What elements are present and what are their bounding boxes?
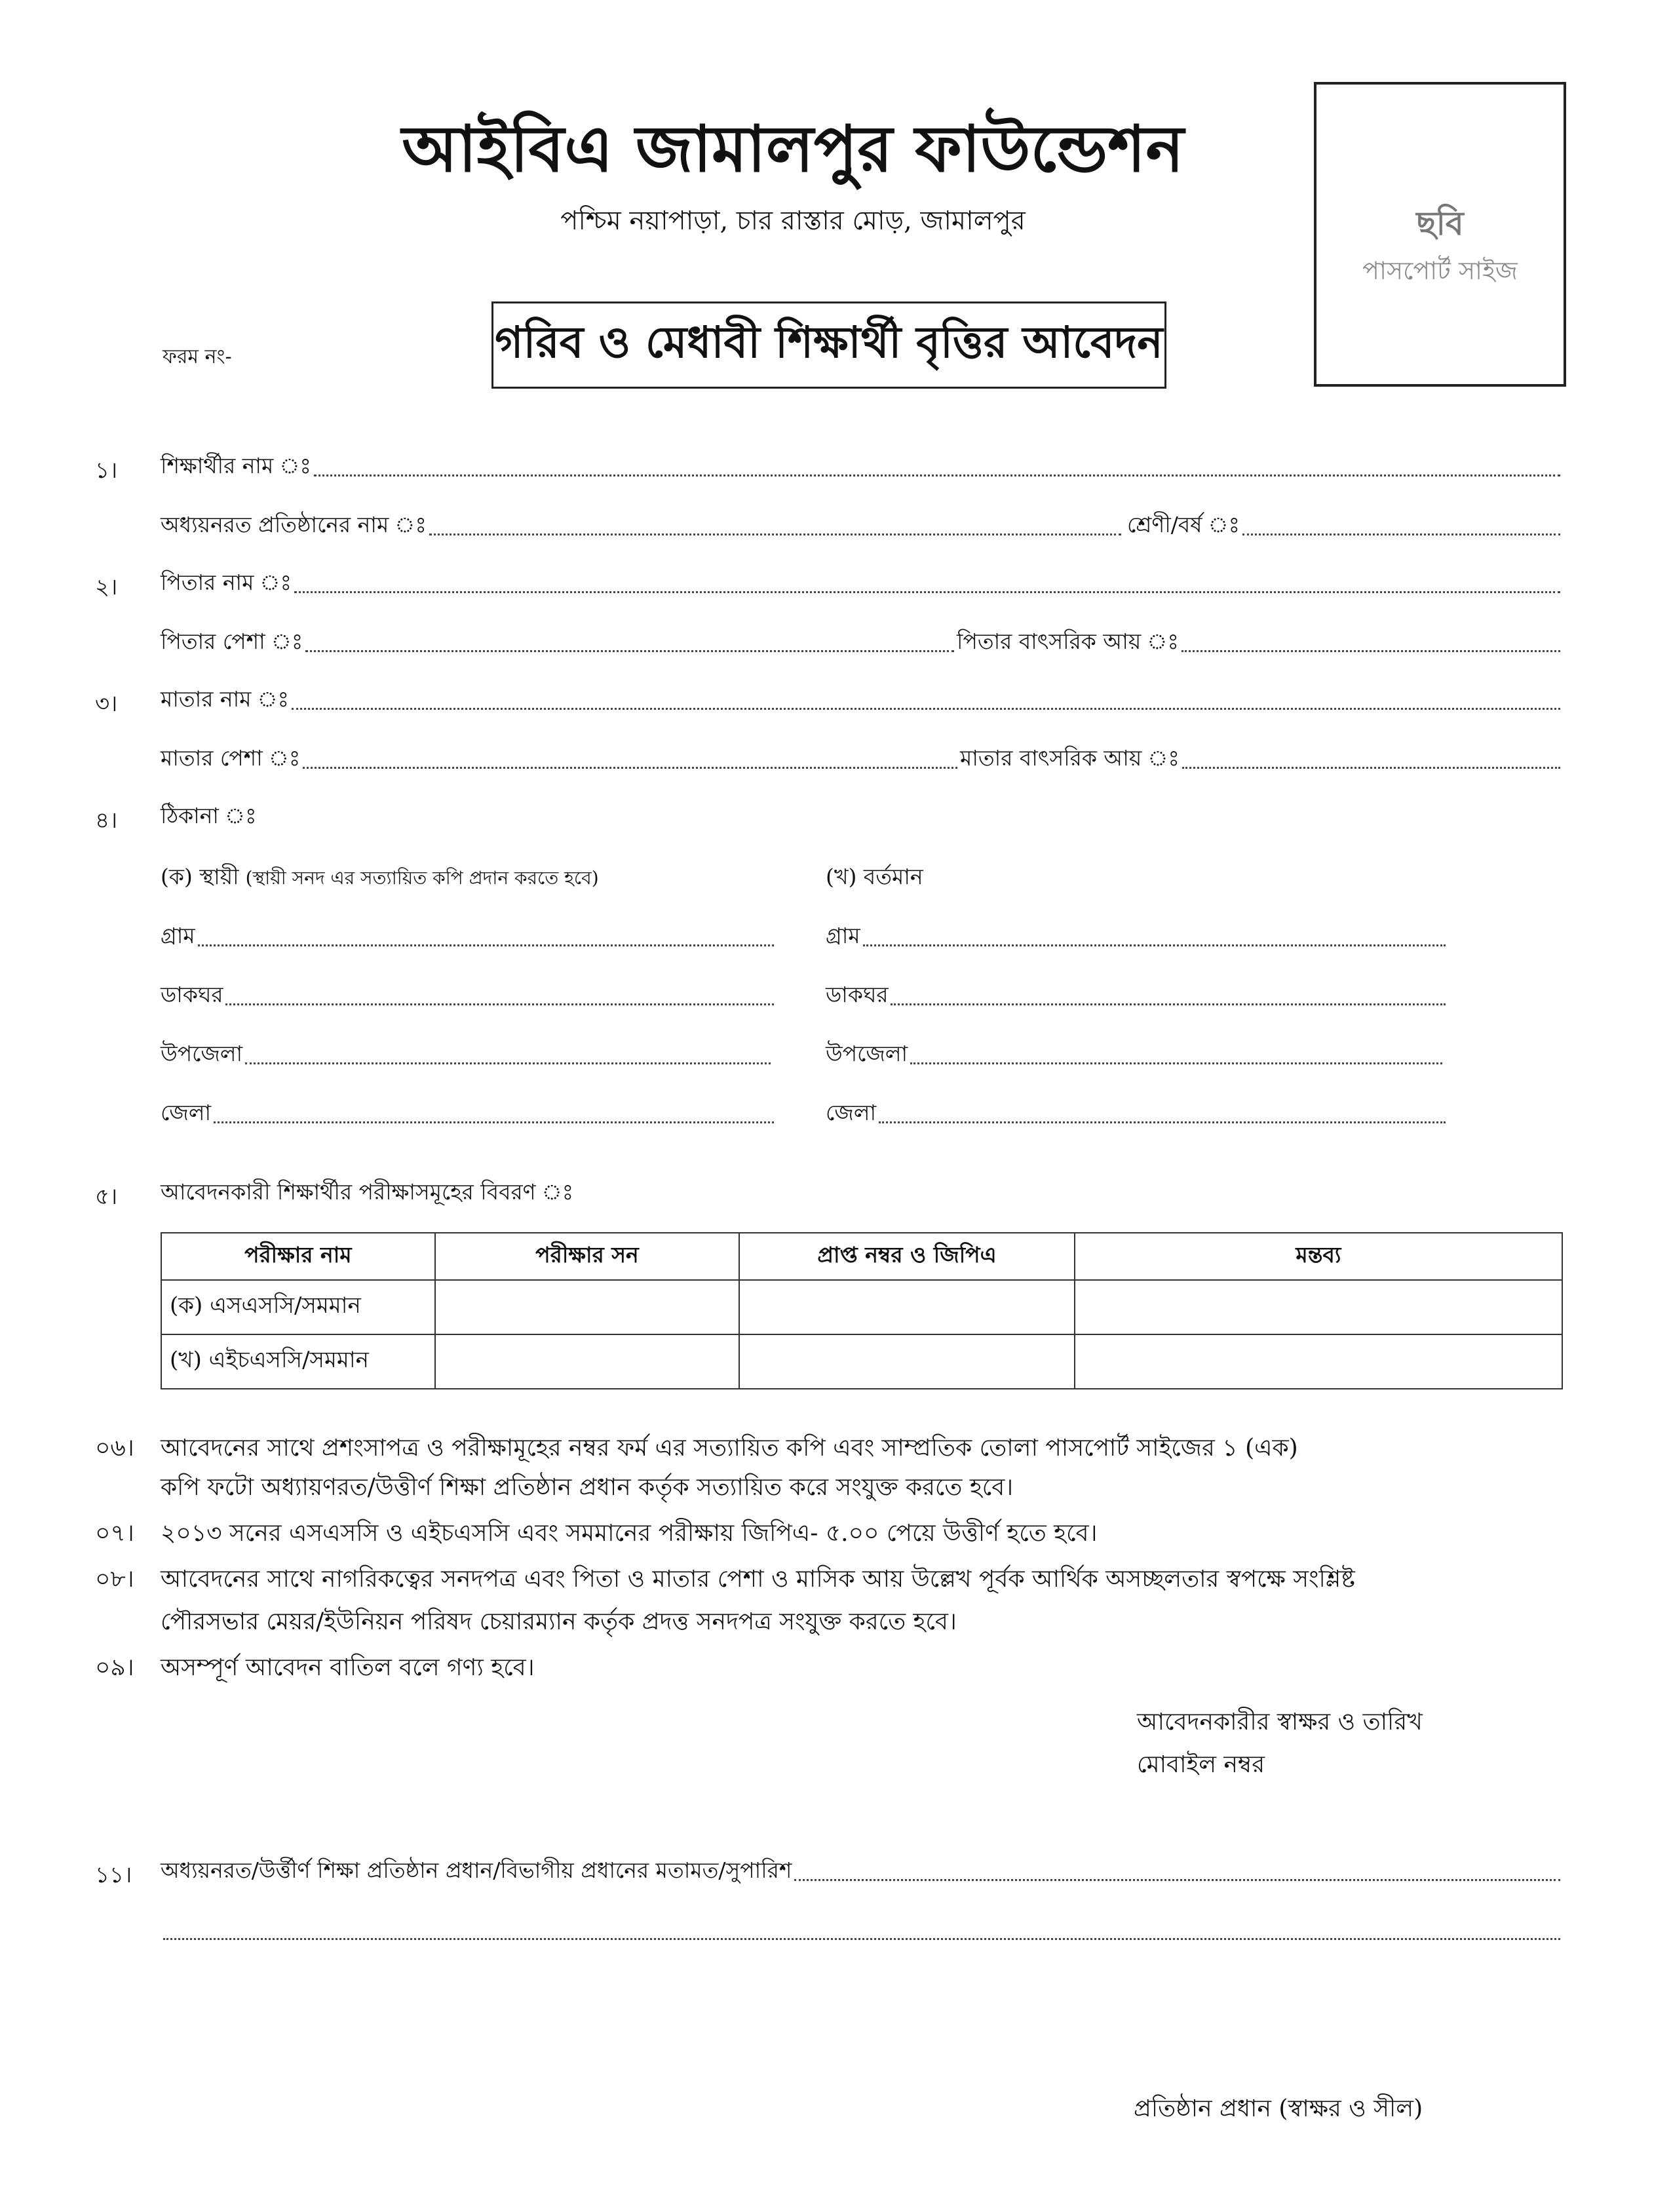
recommendation-field-line2[interactable] — [163, 1938, 1560, 1940]
mother-name-label: মাতার নাম ঃ — [161, 686, 290, 712]
exam-score-cell[interactable] — [739, 1334, 1075, 1389]
present-village-row — [826, 919, 1448, 952]
father-occupation-row — [161, 625, 957, 657]
class-year-label: শ্রেণী/বর্ষ ঃ — [1127, 512, 1240, 537]
exam-score-cell[interactable] — [739, 1280, 1075, 1334]
present-village-label: গ্রাম — [826, 923, 860, 948]
exam-name-header: পরীক্ষার নাম — [161, 1233, 435, 1280]
permanent-upazila-row — [161, 1037, 773, 1070]
exam-remarks-cell[interactable] — [1075, 1334, 1562, 1389]
permanent-district-label: জেলা — [161, 1100, 212, 1125]
note-number: ০৭। — [95, 1520, 134, 1547]
exam-details-label: আবেদনকারী শিক্ষার্থীর পরীক্ষাসমূহের বিবরণ ঃ — [161, 1179, 574, 1205]
present-village-field[interactable] — [863, 944, 1446, 946]
father-income-label: পিতার বাৎসরিক আয় ঃ — [957, 629, 1179, 654]
recommendation-row — [161, 1853, 1563, 1886]
present-district-label: জেলা — [826, 1100, 877, 1125]
exam-year-cell[interactable] — [435, 1334, 740, 1389]
present-district-row — [826, 1096, 1448, 1129]
photo-box — [1314, 82, 1566, 387]
exam-remarks-cell[interactable] — [1075, 1280, 1562, 1334]
photo-label: ছবি — [1416, 204, 1464, 243]
item-number-11: ১১। — [95, 1862, 132, 1888]
mother-income-label: মাতার বাৎসরিক আয় ঃ — [960, 745, 1180, 771]
permanent-post-row — [161, 978, 777, 1011]
mother-income-row — [960, 741, 1563, 774]
present-upazila-label: উপজেলা — [826, 1041, 908, 1066]
item-number-1: ১। — [95, 457, 118, 484]
father-name-field[interactable] — [294, 591, 1560, 593]
present-address-heading — [826, 860, 923, 893]
permanent-upazila-label: উপজেলা — [161, 1041, 243, 1066]
permanent-address-heading — [161, 860, 599, 893]
mobile-number-label: মোবাইল নম্বর — [1137, 1751, 1265, 1778]
note-text: পৌরসভার মেয়র/ইউনিয়ন পরিষদ চেয়ারম্যান কর্তৃক প্রদত্ত সনদপত্র সংযুক্ত করতে হবে। — [161, 1608, 957, 1635]
applicant-signature-label: আবেদনকারীর স্বাক্ষর ও তারিখ — [1137, 1709, 1423, 1736]
exam-remarks-header: মন্তব্য — [1075, 1233, 1562, 1280]
class-year-row — [1127, 508, 1563, 541]
mother-income-field[interactable] — [1182, 767, 1560, 769]
exam-table-header — [161, 1233, 1562, 1280]
institution-name-field[interactable] — [429, 534, 1121, 535]
note-text: আবেদনের সাথে নাগরিকত্বের সনদপত্র এবং পিতা ও মাতার পেশা ও মাসিক আয় উল্লেখ পূর্বক আর্থিক অসচ্ছলতার স্বপক্ষে সংশ্লিষ্ট — [161, 1566, 1355, 1593]
permanent-post-field[interactable] — [225, 1003, 774, 1005]
institution-row — [161, 508, 1124, 541]
father-occupation-label: পিতার পেশা ঃ — [161, 629, 303, 654]
note-text: কপি ফটো অধ্যায়ণরত/উত্তীর্ণ শিক্ষা প্রতিষ্ঠান প্রধান কর্তৃক সত্যায়িত করে সংযুক্ত করতে হবে। — [161, 1474, 1014, 1501]
item-number-5: ৫। — [95, 1184, 118, 1210]
exam-year-header: পরীক্ষার সন — [435, 1233, 740, 1280]
mother-name-field[interactable] — [292, 708, 1560, 710]
mother-name-row — [161, 682, 1563, 715]
form-number-label: ফরম নং- — [163, 345, 232, 368]
permanent-label: (ক) স্থায়ী — [161, 864, 239, 889]
permanent-village-label: গ্রাম — [161, 923, 195, 948]
permanent-district-field[interactable] — [214, 1121, 774, 1123]
table-row — [161, 1334, 1562, 1389]
note-text: আবেদনের সাথে প্রশংসাপত্র ও পরীক্ষামূহের নম্বর ফর্ম এর সত্যায়িত কপি এবং সাম্প্রতিক তোলা পাসপোর্ট সাইজের ১ (এক) — [161, 1435, 1298, 1462]
present-post-label: ডাকঘর — [826, 982, 889, 1007]
institution-head-signature-label: প্রতিষ্ঠান প্রধান (স্বাক্ষর ও সীল) — [1134, 2095, 1423, 2122]
item-number-4: ৪। — [95, 807, 118, 834]
mother-occupation-row — [161, 741, 960, 774]
present-post-row — [826, 978, 1448, 1011]
present-post-field[interactable] — [891, 1003, 1446, 1005]
class-year-field[interactable] — [1242, 534, 1560, 535]
father-occupation-field[interactable] — [305, 650, 954, 652]
father-name-label: পিতার নাম ঃ — [161, 570, 292, 595]
note-text: ২০১৩ সনের এসএসসি ও এইচএসসি এবং সমমানের পরীক্ষায় জিপিএ- ৫.০০ পেয়ে উত্তীর্ণ হতে হবে। — [161, 1520, 1098, 1547]
exam-score-header: প্রাপ্ত নম্বর ও জিপিএ — [739, 1233, 1075, 1280]
permanent-district-row — [161, 1096, 777, 1129]
note-number: ০৬। — [95, 1435, 134, 1462]
mother-occupation-label: মাতার পেশা ঃ — [161, 745, 301, 771]
exam-year-cell[interactable] — [435, 1280, 740, 1334]
student-name-field[interactable] — [314, 475, 1560, 476]
present-label: (খ) বর্তমান — [826, 864, 923, 889]
organization-address: পশ্চিম নয়াপাড়া, চার রাস্তার মোড়, জামালপুর — [560, 206, 1026, 236]
institution-name-label: অধ্যয়নরত প্রতিষ্ঠানের নাম ঃ — [161, 512, 427, 537]
father-income-field[interactable] — [1181, 650, 1560, 652]
permanent-upazila-field[interactable] — [245, 1062, 771, 1064]
permanent-village-row — [161, 919, 777, 952]
address-heading — [161, 799, 257, 832]
item-number-3: ৩। — [95, 691, 118, 717]
exam-name-cell: (খ) এইচএসসি/সমমান — [161, 1334, 435, 1389]
form-heading: গরিব ও মেধাবী শিক্ষার্থী বৃত্তির আবেদন — [491, 301, 1166, 389]
permanent-post-label: ডাকঘর — [161, 982, 223, 1007]
permanent-note: (স্থায়ী সনদ এর সত্যায়িত কপি প্রদান করতে হবে) — [245, 867, 599, 889]
recommendation-field[interactable] — [794, 1879, 1560, 1881]
student-name-label: শিক্ষার্থীর নাম ঃ — [161, 453, 311, 478]
item-number-2: ২। — [95, 574, 118, 600]
table-row — [161, 1280, 1562, 1334]
address-label: ঠিকানা ঃ — [161, 803, 257, 828]
exam-table — [161, 1232, 1563, 1389]
note-number: ০৮। — [95, 1566, 134, 1593]
note-number: ০৯। — [95, 1654, 134, 1681]
recommendation-label: অধ্যয়নরত/উর্ত্তীর্ণ শিক্ষা প্রতিষ্ঠান প্রধান/বিভাগীয় প্রধানের মতামত/সুপারিশ — [161, 1857, 792, 1883]
recommendation-row-2 — [161, 1912, 1563, 1945]
mother-occupation-field[interactable] — [303, 767, 957, 769]
exam-name-cell: (ক) এসএসসি/সমমান — [161, 1280, 435, 1334]
present-district-field[interactable] — [879, 1121, 1446, 1123]
present-upazila-row — [826, 1037, 1445, 1070]
photo-size-label: পাসপোর্ট সাইজ — [1362, 256, 1518, 285]
note-text: অসম্পূর্ণ আবেদন বাতিল বলে গণ্য হবে। — [161, 1654, 535, 1681]
father-income-row — [957, 625, 1563, 657]
organization-title: আইবিএ জামালপুর ফাউন্ডেশন — [402, 112, 1184, 187]
permanent-village-field[interactable] — [198, 944, 774, 946]
exam-details-heading — [161, 1175, 573, 1208]
father-name-row — [161, 566, 1563, 598]
student-name-row — [161, 449, 1563, 482]
present-upazila-field[interactable] — [910, 1062, 1442, 1064]
